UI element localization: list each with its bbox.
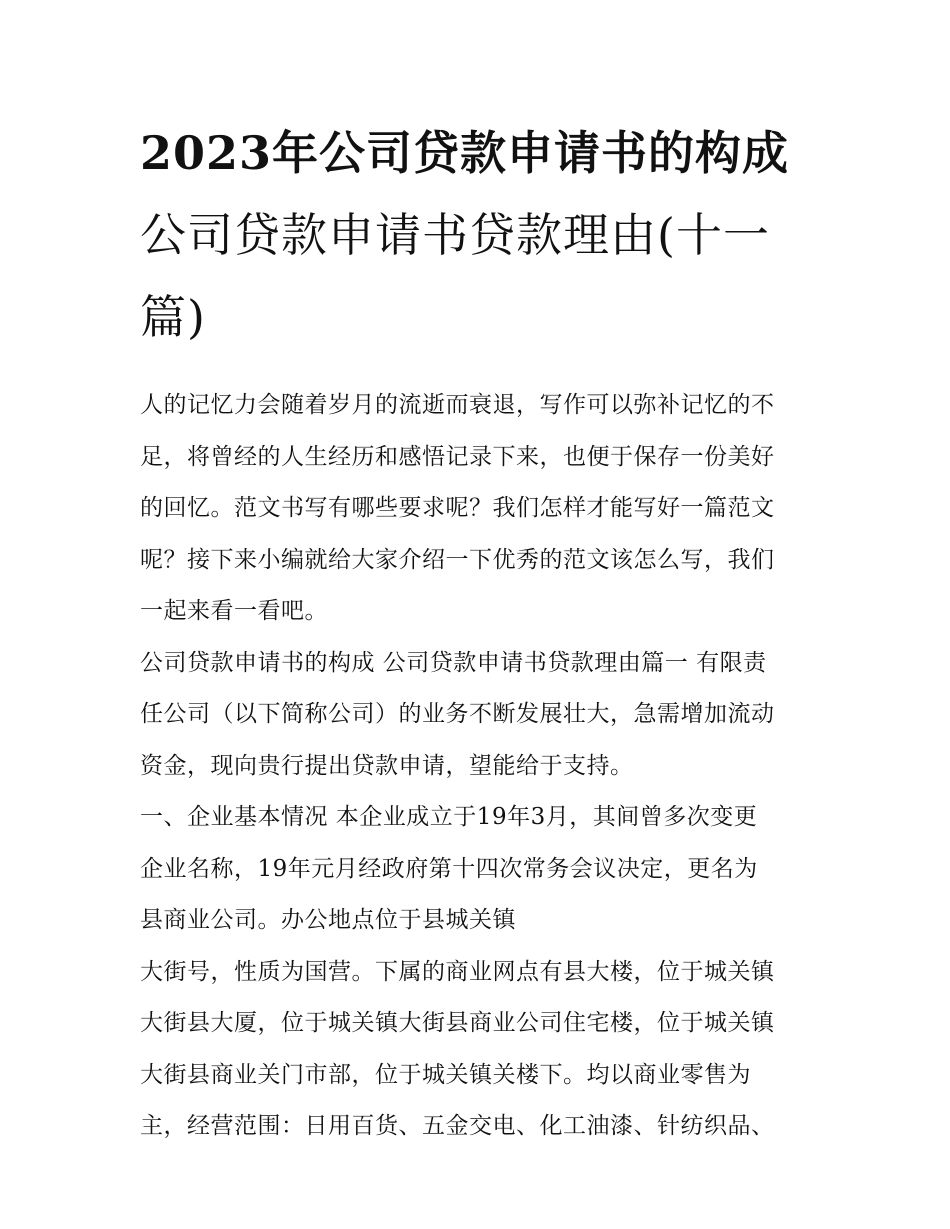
text-line: 主，经营范围：日用百货、五金交电、化工油漆、针纺织品、 xyxy=(140,1113,775,1139)
text-line: 大街县商业关门市部，位于城关镇关楼下。均以商业零售为 xyxy=(140,1061,751,1088)
text-line: 大街号，性质为国营。下属的商业网点有县大楼，位于城关镇 xyxy=(140,958,775,985)
document-title xyxy=(140,112,820,358)
title-line-3: 篇) xyxy=(140,290,206,344)
paragraph-company-basics xyxy=(140,792,820,947)
text-line: 公司贷款申请书的构成 公司贷款申请书贷款理由篇一 有限责 xyxy=(140,649,767,676)
text-line: 人的记忆力会随着岁月的流逝而衰退，写作可以弥补记忆的不 xyxy=(140,392,775,418)
paragraph-intro xyxy=(140,380,820,638)
title-line-2: 公司贷款申请书贷款理由(十一 xyxy=(140,208,770,262)
text-line: 呢？接下来小编就给大家介绍一下优秀的范文该怎么写，我们 xyxy=(140,546,775,573)
text-line: 企业名称，19年元月经政府第十四次常务会议决定，更名为 xyxy=(140,855,758,882)
text-line: 大街县大厦，位于城关镇大街县商业公司住宅楼，位于城关镇 xyxy=(140,1010,775,1036)
text-line: 一、企业基本情况 本企业成立于19年3月，其间曾多次变更 xyxy=(140,804,758,830)
document-page xyxy=(140,112,820,1153)
title-line-1: 2023年公司贷款申请书的构成 xyxy=(140,126,790,180)
text-line: 一起来看一看吧。 xyxy=(140,598,328,624)
text-line: 资金，现向贵行提出贷款申请，望能给于支持。 xyxy=(140,752,634,779)
text-line: 的回忆。范文书写有哪些要求呢？我们怎样才能写好一篇范文 xyxy=(140,495,775,521)
text-line: 任公司（以下简称公司）的业务不断发展壮大，急需增加流动 xyxy=(140,701,775,727)
paragraph-application xyxy=(140,638,820,793)
text-line: 足，将曾经的人生经历和感悟记录下来，也便于保存一份美好 xyxy=(140,443,775,470)
document-body xyxy=(140,380,820,1153)
text-line: 县商业公司。办公地点位于县城关镇 xyxy=(140,907,516,933)
paragraph-outlets xyxy=(140,947,820,1153)
